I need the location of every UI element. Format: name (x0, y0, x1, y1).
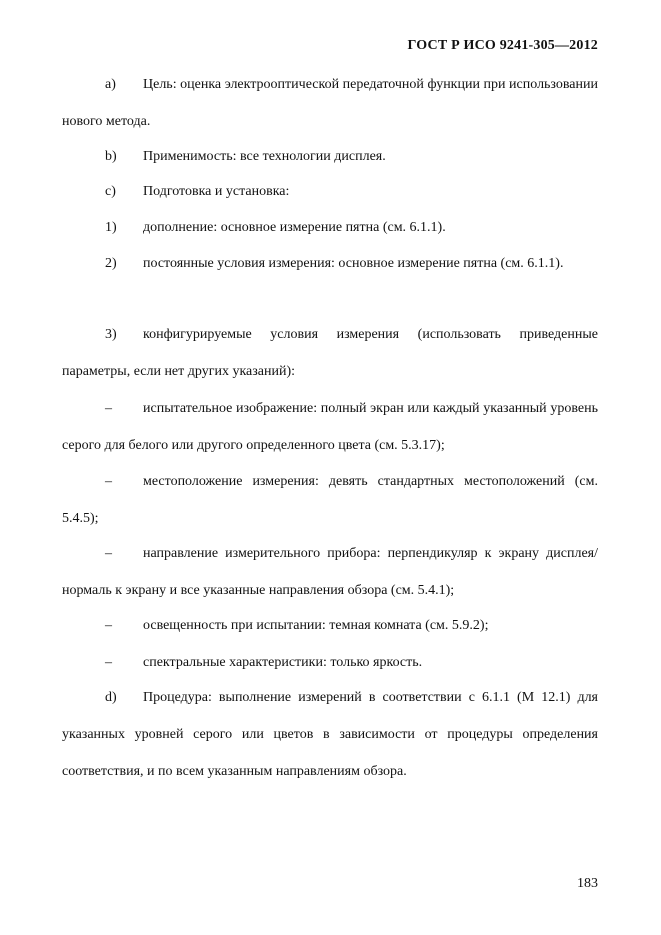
paragraph-text: постоянные условия измерения: основное измерение пятна (см. 6.1.1). (143, 256, 564, 271)
paragraph-text: освещенность при испытании: темная комната (см. 5.9.2); (143, 618, 489, 633)
paragraph-text: дополнение: основное измерение пятна (см. 6.1.1). (143, 220, 446, 235)
paragraph-2 (62, 245, 598, 282)
paragraph-text: Применимость: все технологии дисплея. (143, 149, 386, 164)
list-marker: – (105, 618, 112, 633)
paragraph-c (62, 173, 598, 210)
list-marker: 1) (105, 220, 117, 235)
bullet-illuminance (62, 607, 598, 644)
bullet-measurement-location (62, 463, 598, 537)
paragraph-a (62, 66, 598, 140)
document-header: ГОСТ Р ИСО 9241-305—2012 (407, 38, 598, 53)
paragraph-text: местоположение измерения: девять стандартных местоположений (см. 5.4.5); (62, 474, 598, 526)
paragraph-text: конфигурируемые условия измерения (использовать приведенные параметры, если нет других указаний): (62, 327, 598, 379)
paragraph-text: направление измерительного прибора: перпендикуляр к экрану дисплея/нормаль к экрану и все указанные направления обзора (см. 5.4.1); (62, 546, 598, 598)
list-marker: – (105, 401, 112, 416)
paragraph-text: Цель: оценка электрооптической передаточной функции при использовании нового метода. (62, 77, 598, 129)
paragraph-text: Процедура: выполнение измерений в соответствии с 6.1.1 (М 12.1) для указанных уровней серого или цветов в зависимости от процедуры определения соответствия, и по всем указанным направлениям обзора. (62, 690, 598, 779)
bullet-spectral (62, 644, 598, 681)
paragraph-text: спектральные характеристики: только яркость. (143, 655, 423, 670)
list-marker: d) (105, 690, 117, 705)
list-marker: 3) (105, 327, 117, 342)
paragraph-b (62, 138, 598, 175)
page-number: 183 (577, 876, 598, 891)
list-marker: b) (105, 149, 117, 164)
paragraph-text: Подготовка и установка: (143, 184, 290, 199)
list-marker: – (105, 655, 112, 670)
bullet-instrument-direction (62, 535, 598, 609)
list-marker: c) (105, 184, 116, 199)
bullet-test-image (62, 390, 598, 464)
list-marker: a) (105, 77, 116, 92)
paragraph-3 (62, 316, 598, 390)
paragraph-text: испытательное изображение: полный экран или каждый указанный уровень серого для белого или другого определенного цвета (см. 5.3.17); (62, 401, 598, 453)
list-marker: 2) (105, 256, 117, 271)
list-marker: – (105, 546, 112, 561)
list-marker: – (105, 474, 112, 489)
paragraph-1 (62, 209, 598, 246)
paragraph-d (62, 679, 598, 790)
